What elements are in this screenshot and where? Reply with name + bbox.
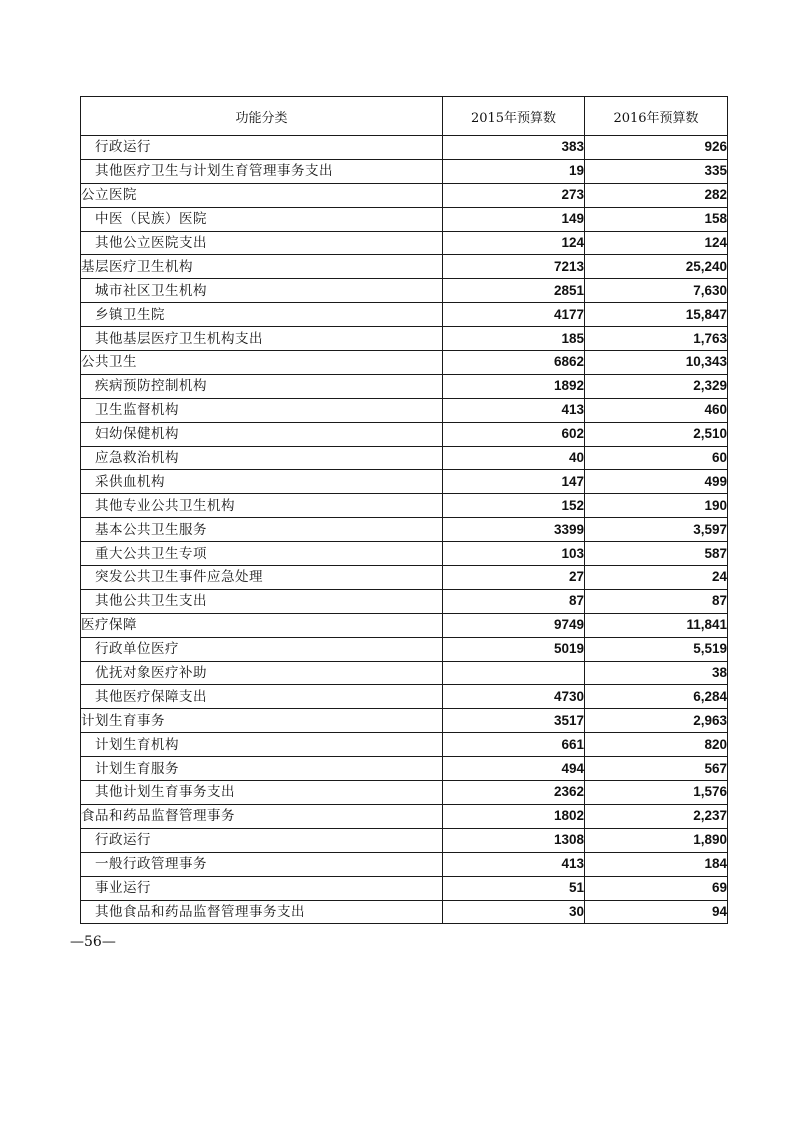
row-category: 其他公立医院支出 bbox=[81, 231, 443, 255]
row-category: 其他基层医疗卫生机构支出 bbox=[81, 327, 443, 351]
table-row bbox=[81, 566, 728, 590]
row-2015-budget: 602 bbox=[443, 422, 585, 446]
row-2016-budget: 60 bbox=[585, 446, 728, 470]
row-2016-budget: 5,519 bbox=[585, 637, 728, 661]
row-2016-budget: 2,329 bbox=[585, 374, 728, 398]
table-row bbox=[81, 589, 728, 613]
table-row bbox=[81, 661, 728, 685]
row-category: 计划生育服务 bbox=[81, 757, 443, 781]
table-row bbox=[81, 327, 728, 351]
row-2015-budget bbox=[443, 661, 585, 685]
table-row bbox=[81, 542, 728, 566]
row-category: 城市社区卫生机构 bbox=[81, 279, 443, 303]
row-category: 疾病预防控制机构 bbox=[81, 374, 443, 398]
row-2016-budget: 158 bbox=[585, 207, 728, 231]
table-row bbox=[81, 255, 728, 279]
table-row bbox=[81, 398, 728, 422]
table-row bbox=[81, 518, 728, 542]
row-2015-budget: 3399 bbox=[443, 518, 585, 542]
row-2015-budget: 9749 bbox=[443, 613, 585, 637]
row-2016-budget: 926 bbox=[585, 136, 728, 160]
table-row bbox=[81, 685, 728, 709]
row-2016-budget: 1,763 bbox=[585, 327, 728, 351]
row-2015-budget: 19 bbox=[443, 159, 585, 183]
row-category: 医疗保障 bbox=[81, 613, 443, 637]
row-2015-budget: 5019 bbox=[443, 637, 585, 661]
row-2015-budget: 40 bbox=[443, 446, 585, 470]
row-category: 妇幼保健机构 bbox=[81, 422, 443, 446]
table-header bbox=[81, 97, 728, 136]
table-row bbox=[81, 804, 728, 828]
row-2015-budget: 273 bbox=[443, 183, 585, 207]
table-row bbox=[81, 494, 728, 518]
row-category: 优抚对象医疗补助 bbox=[81, 661, 443, 685]
row-2016-budget: 7,630 bbox=[585, 279, 728, 303]
row-2015-budget: 383 bbox=[443, 136, 585, 160]
table-row bbox=[81, 709, 728, 733]
table-row bbox=[81, 207, 728, 231]
row-2016-budget: 2,237 bbox=[585, 804, 728, 828]
row-category: 其他专业公共卫生机构 bbox=[81, 494, 443, 518]
row-2015-budget: 2362 bbox=[443, 781, 585, 805]
row-2016-budget: 3,597 bbox=[585, 518, 728, 542]
row-2016-budget: 499 bbox=[585, 470, 728, 494]
header-2016-budget: 2016年预算数 bbox=[585, 97, 728, 136]
row-2015-budget: 2851 bbox=[443, 279, 585, 303]
row-2015-budget: 103 bbox=[443, 542, 585, 566]
row-2015-budget: 27 bbox=[443, 566, 585, 590]
row-2016-budget: 820 bbox=[585, 733, 728, 757]
row-category: 突发公共卫生事件应急处理 bbox=[81, 566, 443, 590]
table-row bbox=[81, 733, 728, 757]
row-category: 其他食品和药品监督管理事务支出 bbox=[81, 900, 443, 924]
row-2015-budget: 30 bbox=[443, 900, 585, 924]
table-row bbox=[81, 781, 728, 805]
row-category: 基层医疗卫生机构 bbox=[81, 255, 443, 279]
row-category: 其他医疗保障支出 bbox=[81, 685, 443, 709]
table-row bbox=[81, 231, 728, 255]
row-category: 事业运行 bbox=[81, 876, 443, 900]
row-2016-budget: 38 bbox=[585, 661, 728, 685]
table-row bbox=[81, 303, 728, 327]
row-2016-budget: 94 bbox=[585, 900, 728, 924]
row-2016-budget: 567 bbox=[585, 757, 728, 781]
row-2015-budget: 4177 bbox=[443, 303, 585, 327]
row-category: 卫生监督机构 bbox=[81, 398, 443, 422]
row-category: 其他医疗卫生与计划生育管理事务支出 bbox=[81, 159, 443, 183]
row-2016-budget: 2,963 bbox=[585, 709, 728, 733]
row-2016-budget: 11,841 bbox=[585, 613, 728, 637]
table-row bbox=[81, 351, 728, 375]
row-2016-budget: 335 bbox=[585, 159, 728, 183]
row-2016-budget: 184 bbox=[585, 852, 728, 876]
table-row bbox=[81, 470, 728, 494]
table-row bbox=[81, 757, 728, 781]
row-2015-budget: 87 bbox=[443, 589, 585, 613]
row-2016-budget: 190 bbox=[585, 494, 728, 518]
row-2016-budget: 10,343 bbox=[585, 351, 728, 375]
row-2016-budget: 6,284 bbox=[585, 685, 728, 709]
table-row bbox=[81, 876, 728, 900]
table-row bbox=[81, 159, 728, 183]
row-2016-budget: 24 bbox=[585, 566, 728, 590]
row-2016-budget: 587 bbox=[585, 542, 728, 566]
row-2015-budget: 413 bbox=[443, 852, 585, 876]
row-category: 公立医院 bbox=[81, 183, 443, 207]
row-category: 应急救治机构 bbox=[81, 446, 443, 470]
row-category: 乡镇卫生院 bbox=[81, 303, 443, 327]
row-2015-budget: 494 bbox=[443, 757, 585, 781]
row-category: 中医（民族）医院 bbox=[81, 207, 443, 231]
row-2016-budget: 25,240 bbox=[585, 255, 728, 279]
row-category: 基本公共卫生服务 bbox=[81, 518, 443, 542]
row-2015-budget: 152 bbox=[443, 494, 585, 518]
table-row bbox=[81, 422, 728, 446]
row-2016-budget: 282 bbox=[585, 183, 728, 207]
table-row bbox=[81, 374, 728, 398]
row-2015-budget: 7213 bbox=[443, 255, 585, 279]
row-2015-budget: 6862 bbox=[443, 351, 585, 375]
table-row bbox=[81, 613, 728, 637]
row-2016-budget: 124 bbox=[585, 231, 728, 255]
row-2015-budget: 661 bbox=[443, 733, 585, 757]
table-row bbox=[81, 900, 728, 924]
table-row bbox=[81, 446, 728, 470]
row-2015-budget: 3517 bbox=[443, 709, 585, 733]
row-2015-budget: 4730 bbox=[443, 685, 585, 709]
row-2016-budget: 15,847 bbox=[585, 303, 728, 327]
page-number: —56— bbox=[70, 934, 116, 950]
row-category: 采供血机构 bbox=[81, 470, 443, 494]
budget-table bbox=[80, 96, 728, 924]
row-2016-budget: 1,576 bbox=[585, 781, 728, 805]
row-category: 行政运行 bbox=[81, 828, 443, 852]
header-row bbox=[81, 97, 728, 136]
row-2016-budget: 87 bbox=[585, 589, 728, 613]
row-category: 行政运行 bbox=[81, 136, 443, 160]
row-2015-budget: 413 bbox=[443, 398, 585, 422]
row-category: 公共卫生 bbox=[81, 351, 443, 375]
table-body bbox=[81, 136, 728, 924]
table-row bbox=[81, 183, 728, 207]
row-2015-budget: 1892 bbox=[443, 374, 585, 398]
row-category: 其他计划生育事务支出 bbox=[81, 781, 443, 805]
table-row bbox=[81, 828, 728, 852]
table-row bbox=[81, 136, 728, 160]
row-2016-budget: 460 bbox=[585, 398, 728, 422]
row-category: 一般行政管理事务 bbox=[81, 852, 443, 876]
table-row bbox=[81, 637, 728, 661]
row-2015-budget: 185 bbox=[443, 327, 585, 351]
row-2015-budget: 51 bbox=[443, 876, 585, 900]
row-category: 其他公共卫生支出 bbox=[81, 589, 443, 613]
row-2015-budget: 1308 bbox=[443, 828, 585, 852]
row-2016-budget: 2,510 bbox=[585, 422, 728, 446]
row-category: 食品和药品监督管理事务 bbox=[81, 804, 443, 828]
table-row bbox=[81, 279, 728, 303]
row-2015-budget: 124 bbox=[443, 231, 585, 255]
header-category: 功能分类 bbox=[81, 97, 443, 136]
row-2016-budget: 69 bbox=[585, 876, 728, 900]
row-category: 计划生育机构 bbox=[81, 733, 443, 757]
row-category: 行政单位医疗 bbox=[81, 637, 443, 661]
table-row bbox=[81, 852, 728, 876]
row-category: 重大公共卫生专项 bbox=[81, 542, 443, 566]
row-2015-budget: 147 bbox=[443, 470, 585, 494]
row-2016-budget: 1,890 bbox=[585, 828, 728, 852]
row-2015-budget: 1802 bbox=[443, 804, 585, 828]
row-2015-budget: 149 bbox=[443, 207, 585, 231]
row-category: 计划生育事务 bbox=[81, 709, 443, 733]
header-2015-budget: 2015年预算数 bbox=[443, 97, 585, 136]
